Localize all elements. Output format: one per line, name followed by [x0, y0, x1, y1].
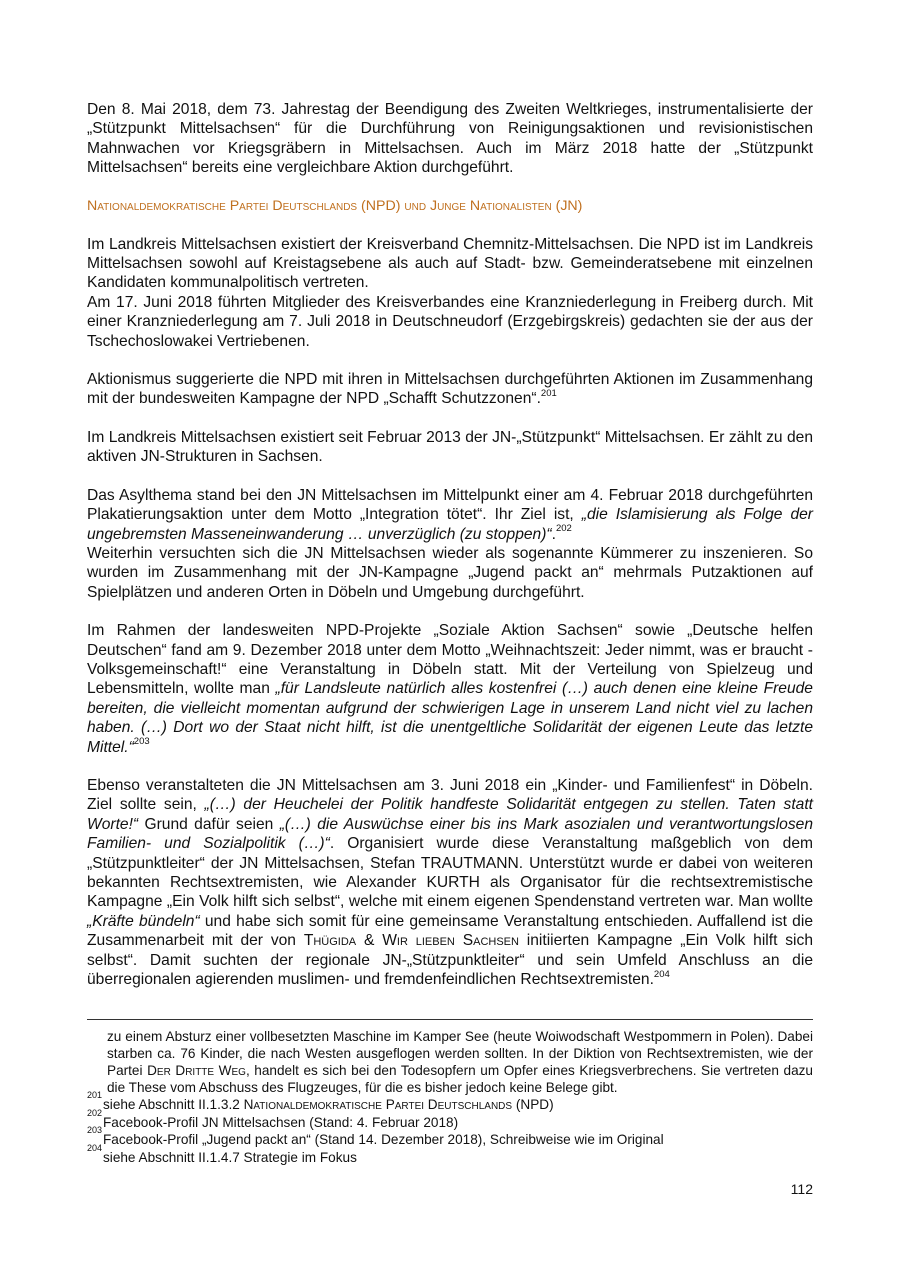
footnote-ref: 202	[555, 523, 572, 535]
footnote: $^{204}$ siehe Abschnitt II.1.4.7 Strategie im Fokus	[87, 1142, 357, 1165]
footnote-divider	[87, 1019, 813, 1020]
paragraph: Das Asylthema stand bei den JN Mittelsachsen im Mittelpunkt einer am 4. Februar 2018 durchgeführten Plakatierungsaktion unter dem Motto „Integration tötet“. Ihr Ziel ist, „die Islamisierung als Folge der ungebremsten Masseneinwanderung … unverzüglich (zu stoppen)“.$^{202}$	[87, 486, 813, 543]
paragraph: Am 17. Juni 2018 führten Mitglieder des Kreisverbandes eine Kranzniederlegung in Freiberg durch. Mit einer Kranzniederlegung am 7. Juli 2018 in Deutschneudorf (Erzgebirgskreis) gedachten sie der aus der Tschechoslowakei Vertriebenen.	[87, 293, 813, 350]
paragraph: Im Rahmen der landesweiten NPD-Projekte „Soziale Aktion Sachsen“ sowie „Deutsche helfen Deutschen“ fand am 9. Dezember 2018 unter dem Motto „Weihnachtszeit: Jeder nimmt, was er braucht - Volksgemeinschaft!“ eine Veranstaltung in Döbeln statt. Mit der Verteilung von Spielzeug und Lebensmitteln, wollte man „für Landsleute natürlich alles kostenfrei (…) auch denen eine kleine Freude bereiten, die vielleicht momentan aufgrund der schwierigen Lage in unserem Land nicht viel zu lachen haben. (…) Dort wo der Staat nicht hilft, ist die unentgeltliche Solidarität der eigenen Leute das letzte Mittel.“$^{203}$	[87, 622, 813, 756]
footnote-ref: 204	[653, 968, 670, 980]
paragraph: Weiterhin versuchten sich die JN Mittelsachsen wieder als sogenannte Kümmerer zu inszenieren. So wurden im Zusammenhang mit der JN-Kampagne „Jugend packt an“ mehrmals Putzaktionen auf Spielplätzen und anderen Orten in Döbeln und Umgebung durchgeführt.	[87, 544, 813, 601]
footnote: $^{202}$ Facebook-Profil JN Mittelsachsen (Stand: 4. Februar 2018)	[87, 1107, 459, 1130]
page-body	[87, 100, 813, 989]
paragraph: Im Landkreis Mittelsachsen existiert der Kreisverband Chemnitz-Mittelsachsen. Die NPD ist im Landkreis Mittelsachsen sowohl auf Kreistagsebene als auch auf Stadt- bzw. Gemeinderatsebene mit einzelnen Kandidaten kommunalpolitisch vertreten.	[87, 235, 813, 292]
footnote-continuation: zu einem Absturz einer vollbesetzten Maschine im Kamper See (heute Woiwodschaft Westpommern in Polen). Dabei starben ca. 76 Kinder, die nach Westen ausgeflogen werden sollten. In der Diktion von Rechtsextremisten, wie der Partei Der Dritte Weg, handelt es sich bei den Todesopfern um Opfer eines Kriegsverbrechens. Sie vertreten dazu die These vom Abschuss des Flugzeuges, für die es bisher jedoch keine Belege gibt.	[107, 1029, 813, 1096]
quote: „(…) der Heuchelei der Politik handfeste Solidarität entgegen zu stellen. Taten statt Worte!“	[87, 796, 813, 833]
footnote: $^{201}$ siehe Abschnitt II.1.3.2 Nationaldemokratische Partei Deutschlands (NPD)	[87, 1090, 554, 1113]
paragraph: Aktionismus suggerierte die NPD mit ihren in Mittelsachsen durchgeführten Aktionen im Zusammenhang mit der bundesweiten Kampagne der NPD „Schafft Schutzzonen“.$^{201}$	[87, 371, 813, 408]
quote: „(…) die Auswüchse einer bis ins Mark asozialen und verantwortungslosen Familien- und Sozialpolitik (…)“	[87, 815, 813, 853]
footnote: $^{203}$ Facebook-Profil „Jugend packt an“ (Stand 14. Dezember 2018), Schreibweise wie im Original	[87, 1125, 664, 1148]
paragraph: Im Landkreis Mittelsachsen existiert seit Februar 2013 der JN-„Stützpunkt“ Mittelsachsen. Er zählt zu den aktiven JN-Strukturen in Sachsen.	[87, 428, 813, 466]
paragraph: Ebenso veranstalteten die JN Mittelsachsen am 3. Juni 2018 ein „Kinder- und Familienfest“ in Döbeln. Ziel sollte sein, „(…) der Heuchelei der Politik handfeste Solidarität entgegen zu stellen. Taten statt Worte!“ Grund dafür seien „(…) die Auswüchse einer bis ins Mark asozialen und verantwortungslosen Familien- und Sozialpolitik (…)“. Organisiert wurde diese Veranstaltung maßgeblich von dem „Stützpunktleiter“ der JN Mittelsachsen, Stefan TRAUTMANN. Unterstützt wurde er dabei von weiteren bekannten Rechtsextremisten, wie Alexander KURTH als Organisator für die rechtsextremistische Kampagne „Ein Volk hilft sich selbst“, welche mit einem eigenen Spendenstand vertreten war. Man wollte „Kräfte bündeln“ und habe sich somit für eine gemeinsame Veranstaltung entschieden. Auffallend ist die Zusammenarbeit mit der von Thügida & Wir lieben Sachsen initiierten Kampagne „Ein Volk hilft sich selbst“. Damit suchten der regionale JN-„Stützpunktleiter“ und sein Umfeld Anschluss an die überregionalen agierenden muslimen- und fremdenfeindlichen Rechtsextremisten.$^{204}$	[87, 776, 813, 989]
quote: „die Islamisierung als Folge der ungebremsten Masseneinwanderung … unverzüglich (zu stoppen)“	[87, 506, 813, 543]
section-heading: Nationaldemokratische Partei Deutschlands (NPD) und Junge Nationalisten (JN)	[87, 197, 583, 214]
page-number: 112	[790, 1181, 813, 1197]
footnote-ref: 201	[540, 388, 557, 400]
quote: „für Landsleute natürlich alles kostenfrei (…) auch denen eine kleine Freude bereiten, die vielleicht momentan aufgrund der schwierigen Lage in unserem Land nicht viel zu lachen haben. (…) Dort wo der Staat nicht hilft, ist die unentgeltliche Solidarität der eigenen Leute das letzte Mittel.“	[87, 680, 813, 756]
footnote-ref: 203	[133, 736, 150, 748]
quote: „Kräfte bündeln“	[87, 912, 200, 930]
paragraph: Den 8. Mai 2018, dem 73. Jahrestag der Beendigung des Zweiten Weltkrieges, instrumentalisierte der „Stützpunkt Mittelsachsen“ für die Durchführung von Reinigungsaktionen und revisionistischen Mahnwachen vor Kriegsgräbern in Mittelsachsen. Auch im März 2018 hatte der „Stützpunkt Mittelsachsen“ bereits eine vergleichbare Aktion durchgeführt.	[87, 101, 813, 177]
footnotes	[87, 1019, 813, 1166]
